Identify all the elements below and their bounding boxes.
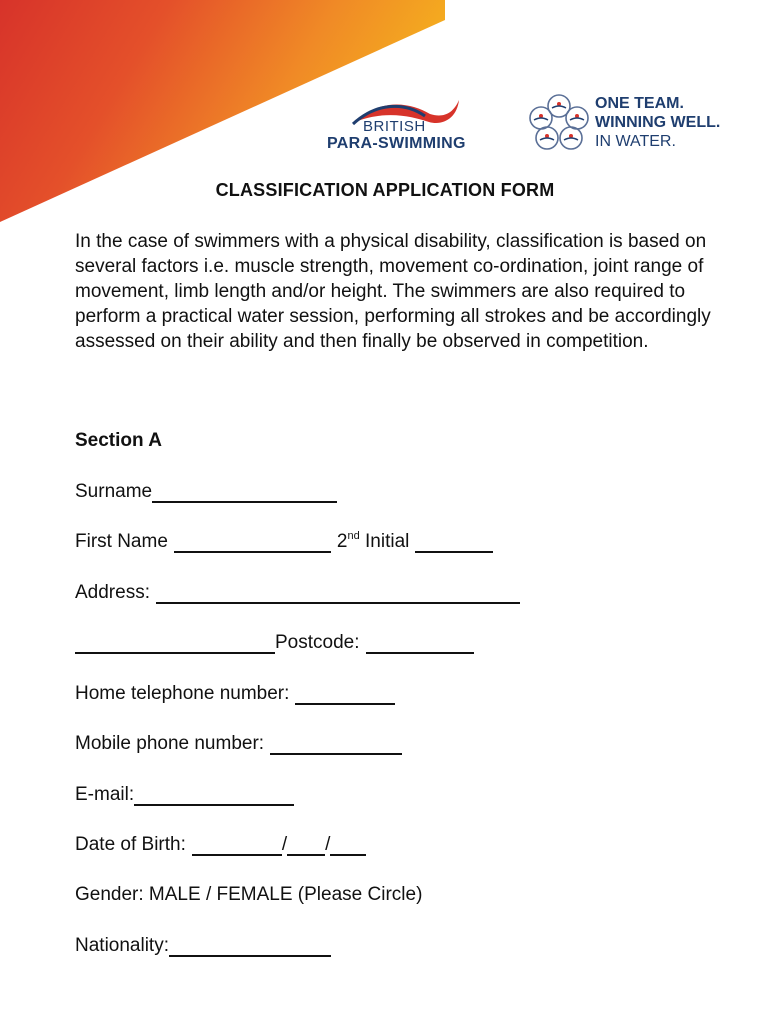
dob-row: [75, 834, 366, 856]
nationality-field[interactable]: [169, 937, 331, 957]
mobile-phone-field[interactable]: [270, 735, 402, 755]
postcode-field[interactable]: [366, 634, 474, 654]
mobile-phone-label: Mobile phone number:: [75, 733, 265, 754]
postcode-label: Postcode:: [275, 632, 360, 653]
email-label: E-mail:: [75, 784, 135, 805]
second-initial-field[interactable]: [415, 533, 493, 553]
surname-row: [75, 481, 337, 503]
address-line2-field[interactable]: [75, 634, 275, 654]
british-para-swimming-logo: [325, 88, 475, 154]
second-initial-label: 2nd Initial: [336, 529, 410, 552]
form-title: CLASSIFICATION APPLICATION FORM: [215, 180, 555, 200]
address-label: Address:: [75, 582, 150, 603]
bps-logo-line1: BRITISH: [363, 118, 426, 135]
section-a-heading: Section A: [75, 430, 162, 451]
dob-month-field[interactable]: [287, 836, 325, 856]
gender-row: [75, 884, 422, 906]
dob-separator-1: /: [281, 834, 288, 855]
email-field[interactable]: [134, 786, 294, 806]
dob-day-field[interactable]: [192, 836, 282, 856]
surname-label: Surname: [75, 481, 153, 502]
gender-label[interactable]: Gender: MALE / FEMALE (Please Circle): [75, 884, 423, 905]
slogan-line3: IN WATER.: [595, 133, 676, 150]
dob-separator-2: /: [325, 834, 331, 855]
first-name-label: First Name: [75, 531, 168, 552]
slogan-line2: WINNING WELL.: [595, 114, 721, 131]
address-field[interactable]: [156, 584, 520, 604]
email-row: [75, 784, 294, 806]
postcode-row: [75, 632, 474, 654]
home-phone-label: Home telephone number:: [75, 683, 290, 704]
bps-logo-line2: PARA-SWIMMING: [327, 135, 466, 152]
intro-paragraph: In the case of swimmers with a physical disability, classification is based on several factors i.e. muscle strength, movement co-ordination, joint range of movement, limb length and/or height. The swimmers are also required to perform a practical water session, performing all strokes and be accordingly assessed on their ability and then finally be observed in competition.: [75, 231, 711, 352]
mobile-phone-row: [75, 733, 402, 755]
dob-label: Date of Birth:: [75, 834, 186, 855]
swimming-rings-icon: [527, 92, 591, 154]
first-name-row: [75, 531, 493, 553]
slogan-line1: ONE TEAM.: [595, 95, 684, 112]
one-team-logo: [527, 92, 747, 154]
home-phone-field[interactable]: [295, 685, 395, 705]
address-row: [75, 582, 520, 604]
home-phone-row: [75, 683, 395, 705]
first-name-field[interactable]: [174, 533, 331, 553]
surname-field[interactable]: [152, 483, 337, 503]
nationality-row: [75, 935, 331, 957]
dob-year-field[interactable]: [330, 836, 366, 856]
nationality-label: Nationality:: [75, 935, 169, 956]
